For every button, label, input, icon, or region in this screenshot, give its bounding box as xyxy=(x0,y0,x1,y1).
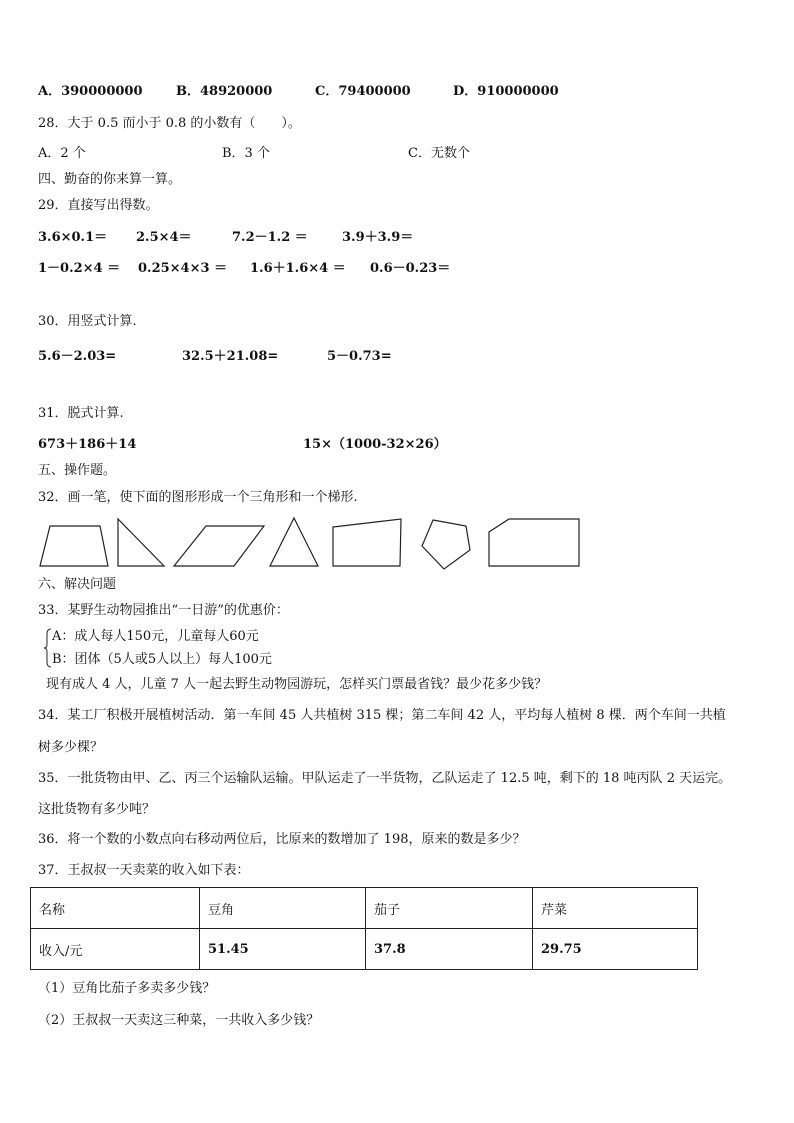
q30-item-1: 5.6－2.03= xyxy=(38,349,117,364)
q32-shapes xyxy=(38,514,586,576)
q29-r1-2: 2.5×4＝ xyxy=(136,230,192,245)
q27-option-b: B．48920000 xyxy=(176,84,273,99)
q29-r2-1: 1－0.2×4 ＝ xyxy=(38,261,121,276)
q30-item-3: 5－0.73= xyxy=(327,349,392,364)
q33-stem: 33．某野生动物园推出“一日游”的优惠价： xyxy=(38,603,289,618)
q30-item-2: 32.5＋21.08= xyxy=(182,349,279,364)
table-cell: 芹菜 xyxy=(533,888,698,929)
table-cell: 29.75 xyxy=(533,929,698,970)
q30-stem: 30．用竖式计算. xyxy=(38,314,137,329)
table-cell: 收入/元 xyxy=(31,929,200,970)
q29-r2-2: 0.25×4×3 ＝ xyxy=(138,261,228,276)
q28-option-a: A．2 个 xyxy=(38,146,86,161)
table-cell: 茄子 xyxy=(366,888,533,929)
q31-item-2: 15×（1000-32×26） xyxy=(303,437,447,452)
right-triangle-shape xyxy=(118,519,164,566)
q33-question: 现有成人 4 人，儿童 7 人一起去野生动物园游玩，怎样买门票最省钱？最少花多少钱？ xyxy=(46,677,548,692)
q27-option-a: A．390000000 xyxy=(38,84,143,99)
q35-line-2: 这批货物有多少吨？ xyxy=(38,802,156,817)
q29-stem: 29．直接写出得数。 xyxy=(38,198,159,213)
q34-line-1: 34．某工厂积极开展植树活动．第一车间 45 人共植树 315 棵；第二车间 42 人，平均每人植树 8 棵．两个车间一共植 xyxy=(38,708,726,723)
q37-sub-1: （1）豆角比茄子多卖多少钱？ xyxy=(38,981,216,996)
section-6-heading: 六、解决问题 xyxy=(38,577,117,592)
q28-stem: 28．大于 0.5 而小于 0.8 的小数有（ ）。 xyxy=(38,116,301,131)
q31-stem: 31．脱式计算. xyxy=(38,406,124,421)
triangle-shape xyxy=(270,518,318,566)
q33-option-a: A：成人每人150元，儿童每人60元 xyxy=(52,629,259,644)
q31-item-1: 673＋186＋14 xyxy=(38,437,137,452)
income-table xyxy=(30,887,698,970)
q34-line-2: 树多少棵？ xyxy=(38,740,104,755)
pentagon-shape xyxy=(422,520,470,569)
table-cell: 51.45 xyxy=(200,929,366,970)
q29-r1-4: 3.9＋3.9＝ xyxy=(342,230,414,245)
table-row xyxy=(31,888,698,929)
q29-r1-1: 3.6×0.1＝ xyxy=(38,230,108,245)
table-row xyxy=(31,929,698,970)
table-cell: 豆角 xyxy=(200,888,366,929)
q33-option-b: B：团体（5人或5人以上）每人100元 xyxy=(52,652,272,667)
trapezoid-shape xyxy=(40,526,108,566)
q29-r2-3: 1.6＋1.6×4 ＝ xyxy=(250,261,346,276)
q28-option-c: C．无数个 xyxy=(408,146,470,161)
q28-option-b: B．3 个 xyxy=(222,146,270,161)
q35-line-1: 35．一批货物由甲、乙、丙三个运输队运输。甲队运走了一半货物，乙队运走了 12.5 吨，剩下的 18 吨丙队 2 天运完。 xyxy=(38,771,732,786)
q29-r2-4: 0.6－0.23＝ xyxy=(370,261,451,276)
cut-rectangle-shape xyxy=(489,519,579,566)
quadrilateral-shape xyxy=(333,519,401,566)
parallelogram-shape xyxy=(174,526,264,566)
q29-r1-3: 7.2－1.2 ＝ xyxy=(232,230,308,245)
table-cell: 37.8 xyxy=(366,929,533,970)
q37-sub-2: （2）王叔叔一天卖这三种菜，一共收入多少钱？ xyxy=(38,1013,320,1028)
q37-stem: 37．王叔叔一天卖菜的收入如下表： xyxy=(38,863,250,878)
q32-stem: 32．画一笔，使下面的图形形成一个三角形和一个梯形. xyxy=(38,490,358,505)
q27-option-c: C．79400000 xyxy=(315,84,411,99)
section-4-heading: 四、勤奋的你来算一算。 xyxy=(38,172,182,187)
q27-option-d: D．910000000 xyxy=(453,84,559,99)
q36-text: 36．将一个数的小数点向右移动两位后，比原来的数增加了 198，原来的数是多少？ xyxy=(38,832,526,847)
brace-icon xyxy=(44,628,52,668)
section-5-heading: 五、操作题。 xyxy=(38,463,117,478)
table-cell: 名称 xyxy=(31,888,200,929)
